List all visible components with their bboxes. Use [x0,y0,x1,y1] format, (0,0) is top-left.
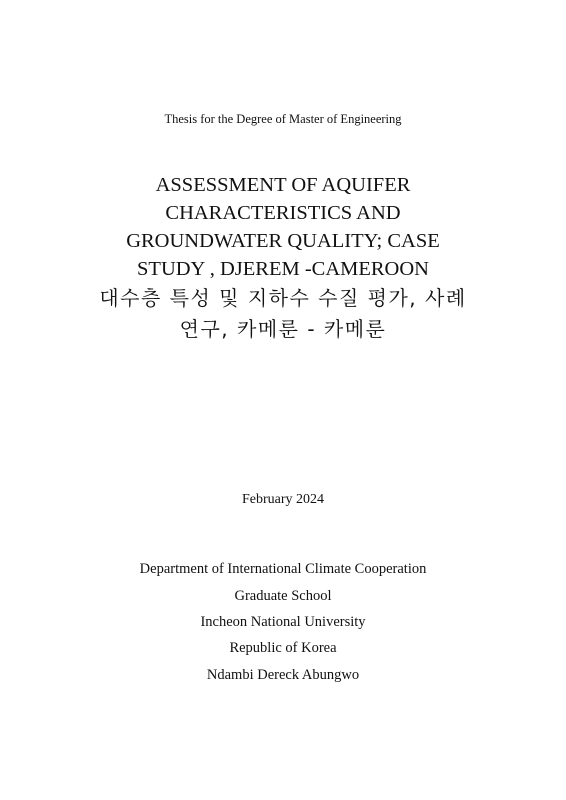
korean-title-line: 연구, 카메룬 - 카메룬 [179,317,387,341]
university: Incheon National University [200,614,366,630]
author-name: Ndambi Dereck Abungwo [206,667,360,683]
graduate-school: Graduate School [234,588,332,604]
title-line: GROUNDWATER QUALITY; CASE [126,230,440,252]
submission-date: February 2024 [241,492,325,507]
degree-line: Thesis for the Degree of Master of Engineering [164,112,402,126]
title-line: CHARACTERISTICS AND [165,202,401,224]
country: Republic of Korea [229,640,337,656]
title-line: ASSESSMENT OF AQUIFER [155,174,411,196]
title-line: STUDY , DJEREM -CAMEROON [137,258,429,280]
korean-title-line: 대수층 특성 및 지하수 수질 평가, 사례 [99,286,467,310]
department: Department of International Climate Cooperation [139,561,427,577]
thesis-title-english [0,171,566,283]
thesis-title-korean [0,283,566,345]
